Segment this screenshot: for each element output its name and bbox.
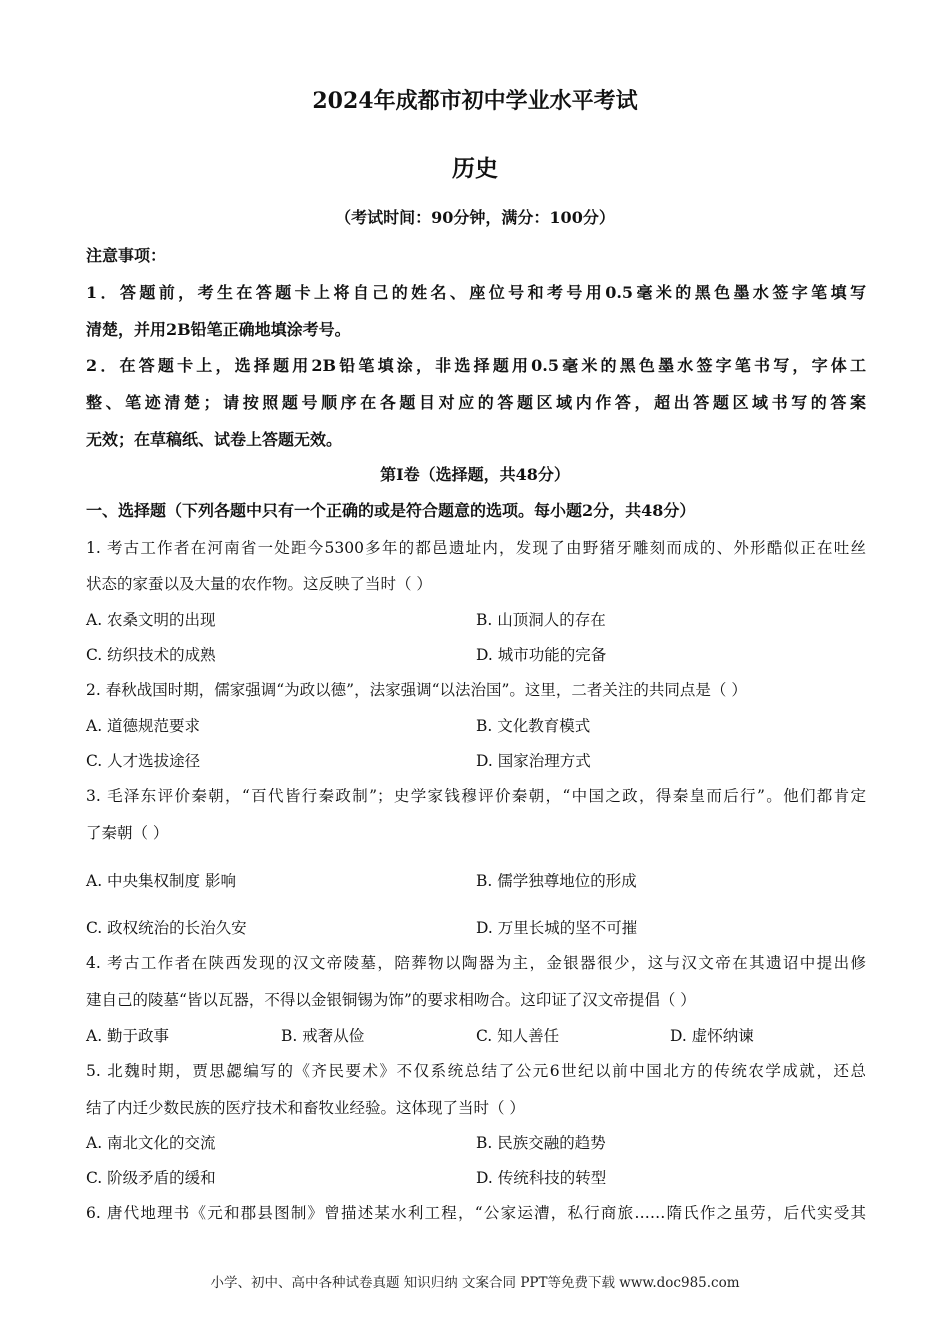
question-4-line: 4. 考古工作者在陕西发现的汉文帝陵墓，陪葬物以陶器为主，金银器很少，这与汉文帝在其遗诏中提出修 xyxy=(86,954,866,972)
notice-line: 2．在答题卡上，选择题用2B铅笔填涂，非选择题用0.5毫米的黑色墨水签字笔书写，字体工 xyxy=(86,356,866,375)
question-6-line: 6. 唐代地理书《元和郡县图制》曾描述某水利工程，“公家运漕，私行商旅……隋氏作之虽劳，后代实受其 xyxy=(86,1204,866,1222)
question-2-option-d: D. 国家治理方式 xyxy=(476,752,591,770)
question-2-option-c: C. 人才选拔途径 xyxy=(86,752,201,770)
question-1-line: 1. 考古工作者在河南省一处距今5300多年的都邑遗址内，发现了由野猪牙雕刻而成的、外形酷似正在吐丝 xyxy=(86,539,866,557)
question-2-option-a: A. 道德规范要求 xyxy=(86,717,201,735)
question-1-option-a: A. 农桑文明的出现 xyxy=(86,611,216,629)
question-5-option-a: A. 南北文化的交流 xyxy=(86,1134,216,1152)
question-1-option-c: C. 纺织技术的成熟 xyxy=(86,646,216,664)
notice-line: 清楚，并用2B铅笔正确地填涂考号。 xyxy=(86,320,351,339)
exam-info: （考试时间：90分钟，满分：100分） xyxy=(335,208,615,227)
question-5-option-d: D. 传统科技的转型 xyxy=(476,1169,607,1187)
page-footer: 小学、初中、高中各种试卷真题 知识归纳 文案合同 PPT等免费下载 www.doc985.com xyxy=(210,1275,740,1291)
notice-heading: 注意事项： xyxy=(86,246,167,265)
question-4-option-b: B. 戒奢从俭 xyxy=(281,1027,365,1045)
question-3-option-a: A. 中央集权制度 影响 xyxy=(86,872,236,890)
question-2-line: 2. 春秋战国时期，儒家强调“为政以德”，法家强调“以法治国”。这里，二者关注的共同点是（ ） xyxy=(86,681,747,699)
question-1-option-d: D. 城市功能的完备 xyxy=(476,646,607,664)
notice-line: 1．答题前，考生在答题卡上将自己的姓名、座位号和考号用0.5毫米的黑色墨水签字笔填写 xyxy=(86,283,866,302)
question-4-option-c: C. 知人善任 xyxy=(476,1027,560,1045)
volume-heading: 第Ⅰ卷（选择题，共48分） xyxy=(380,465,570,484)
question-3-line: 3. 毛泽东评价秦朝，“百代皆行秦政制”；史学家钱穆评价秦朝，“中国之政，得秦皇而后行”。他们都肯定 xyxy=(86,787,866,805)
question-3-option-c: C. 政权统治的长治久安 xyxy=(86,919,247,937)
question-4-option-a: A. 勤于政事 xyxy=(86,1027,170,1045)
question-1-option-b: B. 山顶洞人的存在 xyxy=(476,611,606,629)
notice-line: 无效；在草稿纸、试卷上答题无效。 xyxy=(86,430,343,449)
question-3-option-b: B. 儒学独尊地位的形成 xyxy=(476,872,637,890)
exam-title: 2024年成都市初中学业水平考试 xyxy=(312,88,638,114)
question-3-option-d: D. 万里长城的坚不可摧 xyxy=(476,919,638,937)
subject-title: 历史 xyxy=(452,155,498,182)
question-5-line: 结了内迁少数民族的医疗技术和畜牧业经验。这体现了当时（ ） xyxy=(86,1099,525,1117)
notice-line: 整、笔迹清楚；请按照题号顺序在各题目对应的答题区域内作答，超出答题区域书写的答案 xyxy=(86,393,866,412)
question-4-option-d: D. 虚怀纳谏 xyxy=(670,1027,754,1045)
question-5-line: 5. 北魏时期，贾思勰编写的《齐民要术》不仅系统总结了公元6世纪以前中国北方的传统农学成就，还总 xyxy=(86,1062,866,1080)
question-1-line: 状态的家蚕以及大量的农作物。这反映了当时（ ） xyxy=(86,575,432,593)
question-2-option-b: B. 文化教育模式 xyxy=(476,717,591,735)
question-5-option-b: B. 民族交融的趋势 xyxy=(476,1134,606,1152)
section-heading: 一、选择题（下列各题中只有一个正确的或是符合题意的选项。每小题2分，共48分） xyxy=(86,501,696,520)
question-4-line: 建自己的陵墓“皆以瓦器，不得以金银铜锡为饰”的要求相吻合。这印证了汉文帝提倡（ ） xyxy=(86,991,696,1009)
question-3-line: 了秦朝（ ） xyxy=(86,824,169,842)
question-5-option-c: C. 阶级矛盾的缓和 xyxy=(86,1169,216,1187)
